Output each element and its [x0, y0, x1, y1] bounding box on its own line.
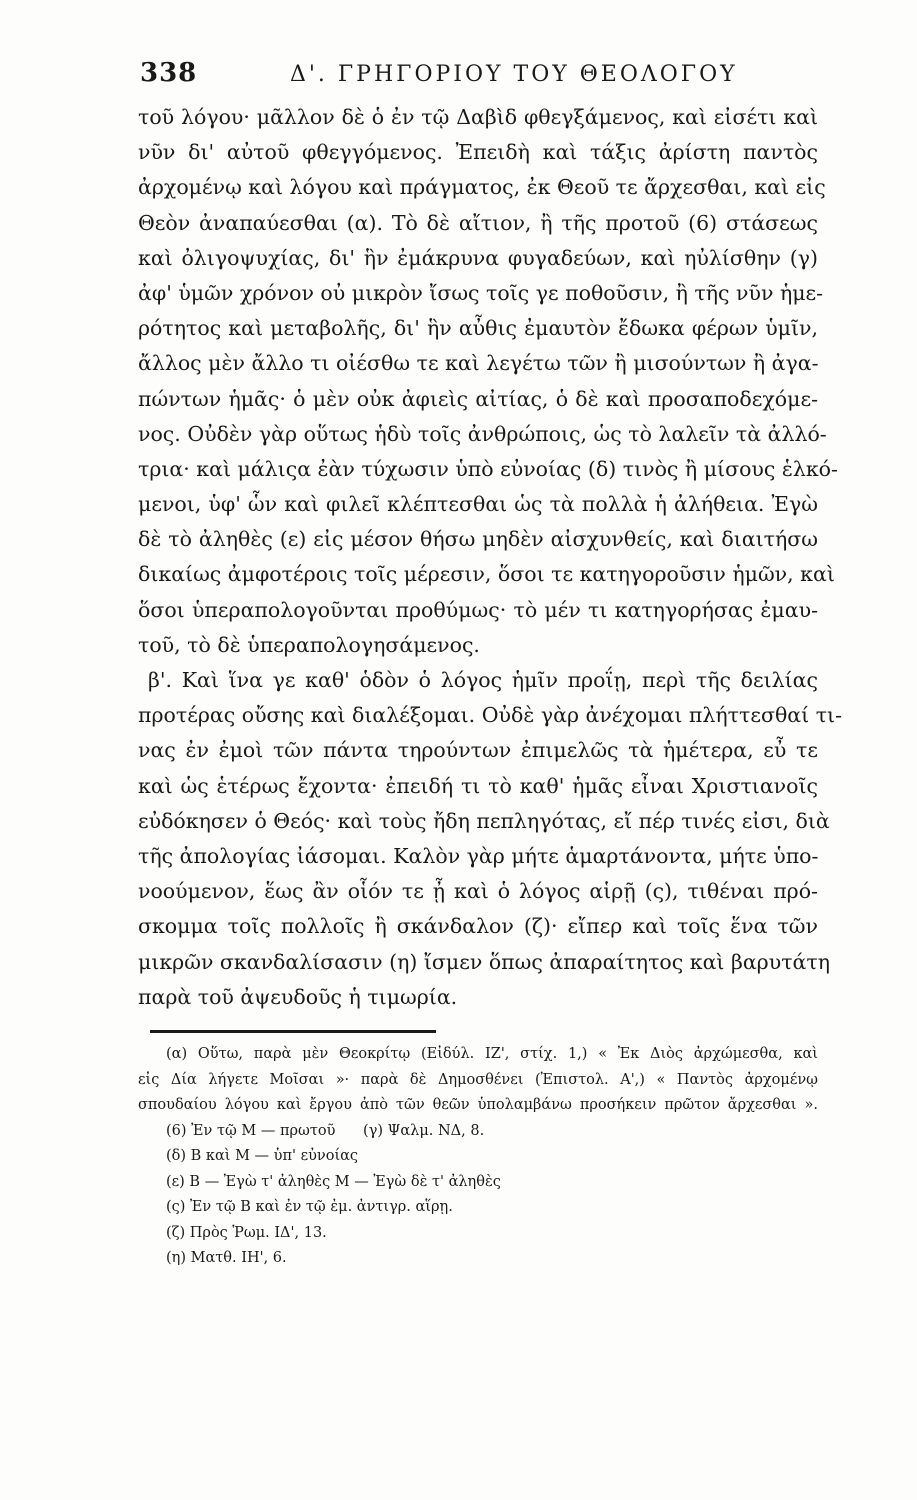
footnote-line: εἰς Δία λήγετε Μοῖσαι »· παρὰ δὲ Δημοσθένει (Ἐπιστολ. Α',) « Παντὸς ἀρχομένῳ	[138, 1071, 818, 1088]
text-line: ὅσοι ὑπεραπολογοῦνται προθύμως· τὸ μέν τι κατηγορήσας ἐμαυ-	[138, 597, 818, 622]
footnote-line: σπουδαίου λόγου καὶ ἔργου ἀπὸ τῶν θεῶν ὑπολαμβάνω προσήκειν πρῶτον ἄρχεσθαι ».	[138, 1097, 818, 1113]
text-line: καὶ ὀλιγοψυχίας, δι' ἣν ἐμάκρυνα φυγαδεύων, καὶ ηὐλίσθην (γ)	[138, 245, 818, 270]
footnote-line: (δ) Β καὶ Μ — ὑπ' εὐνοίας	[166, 1148, 359, 1164]
text-line: ρότητος καὶ μεταβολῆς, δι' ἣν αὖθις ἐμαυτὸν ἔδωκα φέρων ὑμῖν,	[138, 316, 818, 341]
running-title: Δ'. ΓΡΗΓΟΡΙΟΥ ΤΟΥ ΘΕΟΛΟΓΟΥ	[290, 62, 738, 87]
text-line: σκομμα τοῖς πολλοῖς ἢ σκάνδαλον (ζ)· εἴπερ καὶ τοῖς ἕνα τῶν	[138, 914, 818, 939]
text-line: Θεὸν ἀναπαύεσθαι (α). Τὸ δὲ αἴτιον, ἢ τῆς προτοῦ (6) στάσεως	[138, 210, 818, 235]
text-line: νος. Οὐδὲν γὰρ οὕτως ἡδὺ τοῖς ἀνθρώποις, ὡς τὸ λαλεῖν τὰ ἀλλό-	[138, 421, 827, 446]
text-line: νας ἐν ἐμοὶ τῶν πάντα τηρούντων ἐπιμελῶς τὰ ἡμέτερα, εὖ τε	[138, 738, 818, 763]
footnote-line: (6) Ἐν τῷ Μ — πρωτοῦ (γ) Ψαλμ. ΝΔ, 8.	[166, 1122, 485, 1139]
text-line: νοούμενον, ἕως ἂν οἷόν τε ᾖ καὶ ὁ λόγος αἱρῇ (ς), τιθέναι πρό-	[138, 879, 818, 904]
footnote-line: (α) Οὕτω, παρὰ μὲν Θεοκρίτῳ (Εἰδύλ. ΙΖ', στίχ. 1,) « Ἐκ Διὸς ἀρχώμεσθα, καὶ	[166, 1046, 818, 1062]
text-line: καὶ ὡς ἑτέρως ἔχοντα· ἐπειδή τι τὸ καθ' ἡμᾶς εἶναι Χριστιανοῖς	[138, 773, 818, 798]
text-line: ἄλλος μὲν ἄλλο τι οἰέσθω τε καὶ λεγέτω τῶν ἢ μισούντων ἢ ἀγα-	[138, 351, 819, 376]
text-line: πώντων ἡμᾶς· ὁ μὲν οὐκ ἀφιεὶς αἰτίας, ὁ δὲ καὶ προσαποδεχόμε-	[138, 386, 818, 411]
text-line: προτέρας οὔσης καὶ διαλέξομαι. Οὐδὲ γὰρ ἀνέχομαι πλήττεσθαί τι-	[138, 703, 843, 728]
footnote-line: (ς) Ἐν τῷ Β καὶ ἐν τῷ ἐμ. ἀντιγρ. αἵρῃ.	[166, 1199, 453, 1215]
text-line: τοῦ, τὸ δὲ ὑπεραπολογησάμενος.	[138, 632, 480, 657]
text-line: μικρῶν σκανδαλίσασιν (η) ἴσμεν ὅπως ἀπαραίτητος καὶ βαρυτάτη	[138, 949, 830, 974]
footnote-separator	[150, 1030, 436, 1033]
text-line: τοῦ λόγου· μᾶλλον δὲ ὁ ἐν τῷ Δαβὶδ φθεγξάμενος, καὶ εἰσέτι καὶ	[138, 105, 818, 129]
page-header	[140, 58, 800, 98]
text-line: τρια· καὶ μάλιςα ἐὰν τύχωσιν ὑπὸ εὐνοίας (δ) τινὸς ἢ μίσους ἑλκό-	[138, 456, 838, 481]
text-line: δὲ τὸ ἀληθὲς (ε) εἰς μέσον θήσω μηδὲν αἰσχυνθείς, καὶ διαιτήσω	[138, 527, 818, 552]
text-line: τῆς ἀπολογίας ἰάσομαι. Καλὸν γὰρ μήτε ἁμαρτάνοντα, μήτε ὑπο-	[138, 843, 819, 868]
text-line: ἀρχομένῳ καὶ λόγου καὶ πράγματος, ἐκ Θεοῦ τε ἄρχεσθαι, καὶ εἰς	[138, 175, 826, 200]
text-line: ἀφ' ὑμῶν χρόνον οὐ μικρὸν ἴσως τοῖς γε ποθοῦσιν, ἢ τῆς νῦν ἡμε-	[138, 280, 824, 305]
text-line: δικαίως ἀμφοτέροις τοῖς μέρεσιν, ὅσοι τε κατηγοροῦσιν ἡμῶν, καὶ	[138, 562, 835, 587]
footnote-line: (ε) Β — Ἐγὼ τ' ἀληθὲς Μ — Ἐγὼ δὲ τ' ἀληθὲς	[166, 1173, 501, 1190]
paragraph-start: β'. Καὶ ἵνα γε καθ' ὁδὸν ὁ λόγος ἡμῖν προΐῃ, περὶ τῆς δειλίας	[148, 668, 818, 692]
text-line: παρὰ τοῦ ἀψευδοῦς ἡ τιμωρία.	[138, 984, 458, 1009]
footnotes	[138, 1042, 818, 1272]
text-line: εὐδόκησεν ὁ Θεός· καὶ τοὺς ἤδη πεπληγότας, εἴ πέρ τινές εἰσι, διὰ	[138, 808, 830, 833]
text-line: νῦν δι' αὐτοῦ φθεγγόμενος. Ἐπειδὴ καὶ τάξις ἀρίστη παντὸς	[138, 140, 818, 165]
main-text	[138, 100, 843, 1015]
page-number: 338	[140, 58, 198, 88]
text-line: μενοι, ὑφ' ὧν καὶ φιλεῖ κλέπτεσθαι ὡς τὰ πολλὰ ἡ ἀλήθεια. Ἐγὼ	[138, 492, 818, 517]
footnote-line: (η) Ματθ. ΙΗ', 6.	[166, 1250, 287, 1266]
footnote-line: (ζ) Πρὸς Ῥωμ. ΙΔ', 13.	[166, 1224, 327, 1241]
